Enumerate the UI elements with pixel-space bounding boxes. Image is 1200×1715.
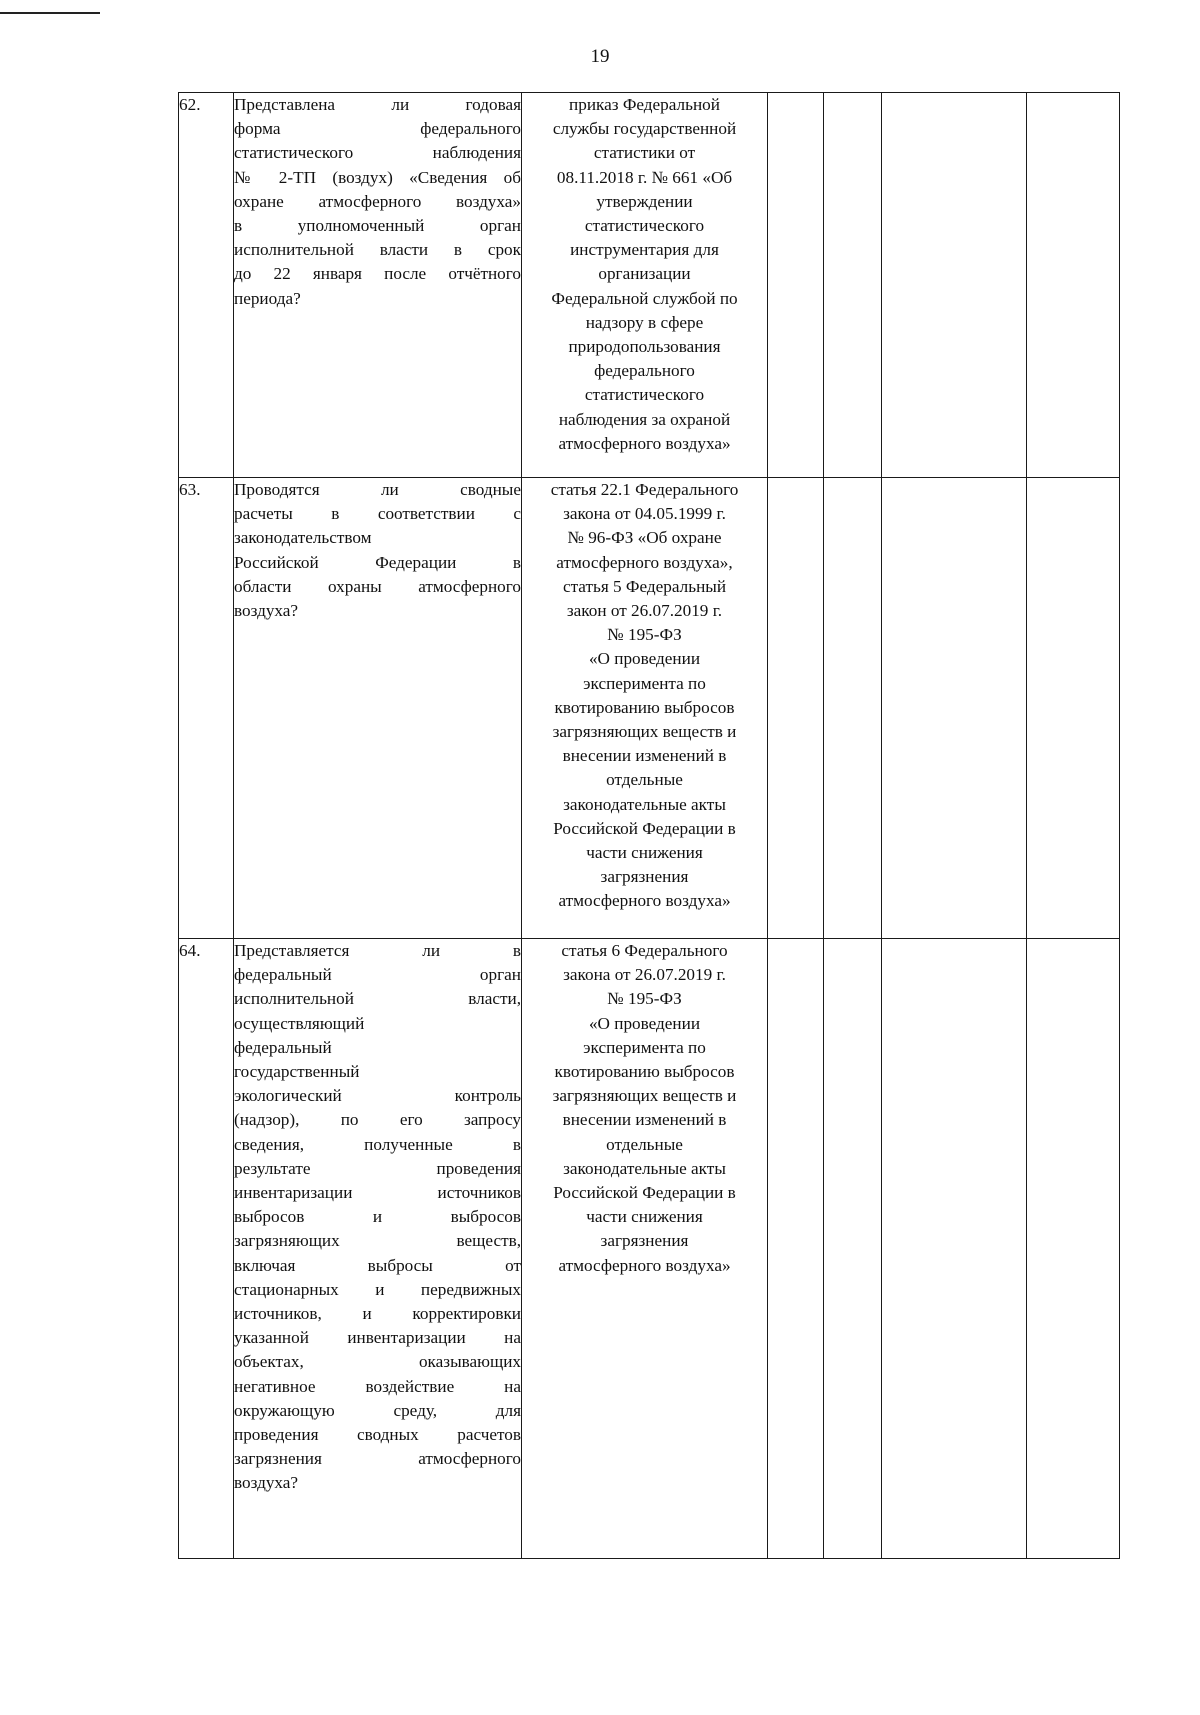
reference-text-line: Российской Федерации в: [553, 818, 736, 838]
reference-text-line: части снижения: [586, 1207, 703, 1227]
legal-reference-cell: [522, 478, 768, 939]
reference-text-line: эксперимента по: [583, 1037, 706, 1057]
answer-no-cell: [824, 939, 882, 1559]
row-number: 62.: [179, 93, 234, 478]
table-row: [179, 939, 1120, 1559]
reference-text-line: квотированию выбросов: [554, 697, 735, 717]
question-text-line: воздуха?: [234, 601, 299, 621]
question-text-line: Представлена ли годовая: [234, 95, 521, 114]
answer-not-applicable-cell: [882, 478, 1027, 939]
reference-text-line: квотированию выбросов: [554, 1062, 735, 1082]
reference-text-line: «О проведении: [588, 1013, 701, 1033]
answer-yes-cell: [768, 939, 824, 1559]
answer-not-applicable-cell: [882, 939, 1027, 1559]
question-text-line: выбросов и выбросов: [234, 1207, 521, 1227]
reference-text-line: атмосферного воздуха»: [558, 1255, 731, 1275]
question-text-line: включая выбросы от: [234, 1255, 521, 1275]
reference-text-line: 08.11.2018 г. № 661 «Об: [556, 167, 733, 187]
reference-text-line: службы государственной: [552, 119, 737, 139]
reference-text-line: наблюдения за охраной: [558, 409, 731, 429]
reference-text-line: статья 22.1 Федерального: [550, 480, 739, 499]
reference-text-line: внесении изменений в: [562, 746, 727, 766]
reference-text-line: загрязнения: [600, 1231, 689, 1251]
reference-text-line: атмосферного воздуха»: [558, 433, 731, 453]
question-text-line: статистического наблюдения: [234, 143, 521, 163]
reference-text-line: надзору в сфере: [585, 312, 704, 332]
reference-text-line: законодательные акты: [563, 794, 726, 814]
question-text-line: Российской Федерации в: [234, 552, 521, 572]
reference-text-line: загрязнения: [600, 867, 689, 887]
question-text-line: проведения сводных расчетов: [234, 1425, 521, 1445]
question-text-line: загрязнения атмосферного: [234, 1449, 521, 1469]
reference-text-line: загрязняющих веществ и: [552, 1086, 737, 1106]
checklist-table: [178, 92, 1120, 1559]
note-cell: [1027, 478, 1120, 939]
reference-text-line: атмосферного воздуха»: [558, 891, 731, 911]
reference-text-line: внесении изменений в: [562, 1110, 727, 1130]
question-text-line: периода?: [234, 288, 301, 308]
question-text-line: федеральный: [234, 1037, 332, 1057]
legal-reference-cell: [522, 939, 768, 1559]
reference-text-line: части снижения: [586, 843, 703, 863]
question-text-line: осуществляющий: [234, 1013, 365, 1033]
question-text-line: объектах, оказывающих: [234, 1352, 521, 1372]
table-row: [179, 478, 1120, 939]
question-text-line: результате проведения: [234, 1158, 521, 1178]
reference-text-line: статистического: [584, 385, 705, 405]
question-text-line: № 2-ТП (воздух) «Сведения об: [234, 167, 521, 187]
answer-not-applicable-cell: [882, 93, 1027, 478]
row-number: 63.: [179, 478, 234, 939]
question-text-line: инвентаризации источников: [234, 1183, 521, 1203]
reference-text-line: статистического: [584, 216, 705, 236]
reference-text-line: статья 6 Федерального: [561, 941, 728, 960]
reference-text-line: № 195-ФЗ: [607, 989, 682, 1009]
note-cell: [1027, 93, 1120, 478]
row-number: 64.: [179, 939, 234, 1559]
question-text-line: государственный: [234, 1062, 360, 1082]
answer-no-cell: [824, 478, 882, 939]
reference-text-line: № 96-ФЗ «Об охране: [567, 528, 722, 548]
question-text-line: воздуха?: [234, 1473, 299, 1493]
question-text-line: федеральный орган: [234, 965, 521, 985]
question-text-line: области охраны атмосферного: [234, 576, 521, 596]
reference-text-line: статья 5 Федеральный: [562, 576, 727, 596]
reference-text-line: статистики от: [593, 143, 696, 163]
reference-text-line: № 195-ФЗ: [607, 625, 682, 645]
reference-text-line: природопользования: [568, 337, 721, 357]
question-text-line: сведения, полученные в: [234, 1134, 521, 1154]
reference-text-line: утверждении: [596, 191, 693, 211]
question-text-line: Представляется ли в: [234, 941, 521, 960]
reference-text-line: федерального: [594, 361, 695, 381]
question-text-line: Проводятся ли сводные: [234, 480, 521, 499]
reference-text-line: отдельные: [606, 770, 683, 790]
scan-corner-mark: [0, 12, 100, 14]
question-text-line: источников, и корректировки: [234, 1304, 521, 1324]
answer-yes-cell: [768, 478, 824, 939]
reference-text-line: закона от 04.05.1999 г.: [563, 504, 726, 524]
question-text-line: форма федерального: [234, 119, 521, 139]
question-text-line: охране атмосферного воздуха»: [234, 191, 521, 211]
question-text-line: негативное воздействие на: [234, 1376, 521, 1396]
page-number: 19: [590, 46, 610, 67]
question-cell: [234, 93, 522, 478]
reference-text-line: загрязняющих веществ и: [552, 722, 737, 742]
reference-text-line: инструментария для: [570, 240, 719, 260]
reference-text-line: законодательные акты: [563, 1158, 726, 1178]
question-cell: [234, 478, 522, 939]
question-text-line: расчеты в соответствии с: [234, 504, 521, 524]
legal-reference-cell: [522, 93, 768, 478]
reference-text-line: «О проведении: [588, 649, 701, 669]
reference-text-line: эксперимента по: [583, 673, 706, 693]
question-cell: [234, 939, 522, 1559]
reference-text-line: закона от 26.07.2019 г.: [563, 965, 726, 985]
question-text-line: загрязняющих веществ,: [234, 1231, 521, 1251]
question-text-line: законодательством: [234, 528, 372, 548]
reference-text-line: закон от 26.07.2019 г.: [566, 601, 723, 621]
reference-text-line: Федеральной службой по: [551, 288, 738, 308]
question-text-line: указанной инвентаризации на: [234, 1328, 521, 1348]
question-text-line: (надзор), по его запросу: [234, 1110, 521, 1130]
question-text-line: в уполномоченный орган: [234, 216, 521, 236]
question-text-line: исполнительной власти,: [234, 989, 521, 1009]
question-text-line: стационарных и передвижных: [234, 1279, 521, 1299]
question-text-line: исполнительной власти в срок: [234, 240, 521, 260]
question-text-line: экологический контроль: [234, 1086, 521, 1106]
note-cell: [1027, 939, 1120, 1559]
reference-text-line: приказ Федеральной: [569, 95, 720, 114]
answer-no-cell: [824, 93, 882, 478]
answer-yes-cell: [768, 93, 824, 478]
question-text-line: до 22 января после отчётного: [234, 264, 521, 284]
reference-text-line: Российской Федерации в: [553, 1183, 736, 1203]
reference-text-line: отдельные: [606, 1134, 683, 1154]
reference-text-line: организации: [598, 264, 691, 284]
question-text-line: окружающую среду, для: [234, 1400, 521, 1420]
table-row: [179, 93, 1120, 478]
reference-text-line: атмосферного воздуха»,: [556, 552, 733, 572]
